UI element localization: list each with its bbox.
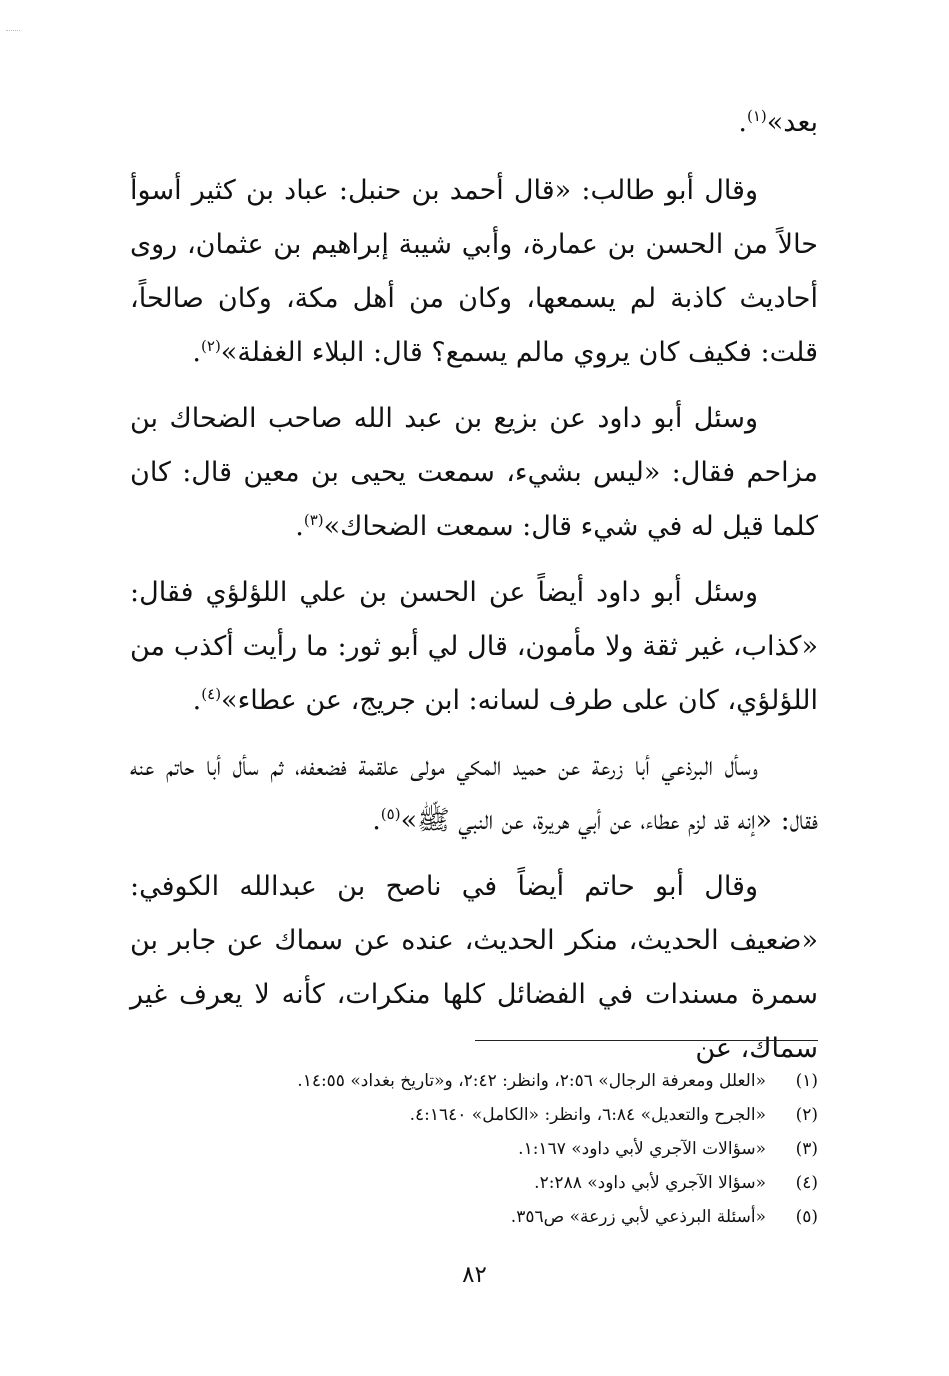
footnote-number: (٢) [795, 1105, 818, 1125]
footnote-number: (٣) [795, 1139, 818, 1159]
footnote-text: «الجرح والتعديل» ٦:٨٤، وانظر: «الكامل» ٤:١٦٤٠. [409, 1105, 766, 1125]
footnote-text: «سؤالات الآجري لأبي داود» ١:١٦٧. [518, 1139, 766, 1159]
paragraph: وسئل أبو داود أيضاً عن الحسن بن علي اللؤلؤي فقال: «كذاب، غير ثقة ولا مأمون، قال لي أبو ثور: ما رأيت أكذب من اللؤلؤي، كان على طرف لسانه: ابن جريج، عن عطاء»$^{(٤)}$. [130, 577, 818, 716]
footnote-item [118, 1132, 818, 1166]
footnote-item [118, 1098, 818, 1132]
footnote-text: «سؤالا الآجري لأبي داود» ٢:٢٨٨. [534, 1173, 766, 1193]
footnote-text: «العلل ومعرفة الرجال» ٢:٥٦، وانظر: ٢:٤٢، و«تاريخ بغداد» ١٤:٥٥. [297, 1071, 766, 1091]
footnote-ref[interactable]: (٣) [303, 511, 324, 529]
main-text [130, 96, 818, 1088]
footnote-number: (٤) [795, 1173, 818, 1193]
paragraph: وقال أبو طالب: «قال أحمد بن حنبل: عباد بن كثير أسوأ حالاً من الحسن بن عمارة، وأبي شيبة إبراهيم بن عثمان، روى أحاديث كاذبة لم يسمعها، وكان من أهل مكة، وكان صالحاً، قلت: فكيف كان يروي مالم يسمع؟ قال: البلاء الغفلة»$^{(٢)}$. [130, 175, 818, 368]
footnotes [118, 1064, 818, 1234]
scan-mark [6, 30, 20, 35]
paragraph: وسئل أبو داود عن بزيع بن عبد الله صاحب الضحاك بن مزاحم فقال: «ليس بشيء، سمعت يحيى بن معين قال: كان كلما قيل له في شيء قال: سمعت الضحاك»$^{(٣)}$. [130, 403, 818, 542]
paragraph: وقال أبو حاتم أيضاً في ناصح بن عبدالله الكوفي: «ضعيف الحديث، منكر الحديث، عنده عن سماك عن جابر بن سمرة مسندات في الفضائل كلها منكرات، كأنه لا يعرف غير سماك، عن [130, 871, 818, 1064]
footnote-item [118, 1200, 818, 1234]
footnote-ref[interactable]: (٤) [201, 685, 222, 703]
footnote-number: (٥) [795, 1207, 818, 1227]
footnote-number: (١) [795, 1071, 818, 1091]
page-number: ٨٢ [462, 1262, 487, 1288]
footnote-item [118, 1166, 818, 1200]
footnote-ref[interactable]: (٥) [380, 805, 401, 823]
paragraph-continuation: بعد»$^{(١)}$. [738, 107, 818, 138]
footnote-ref[interactable]: (١) [746, 107, 767, 125]
footnote-text: «أسئلة البرذعي لأبي زرعة» ص٣٥٦. [510, 1207, 766, 1227]
footnote-divider [475, 1040, 818, 1041]
footnote-item [118, 1064, 818, 1098]
footnote-ref[interactable]: (٢) [201, 337, 221, 355]
paragraph: وسأل البرذعي أبا زرعة عن حميد المكي مولى علقمة فضعفه، ثم سأل أبا حاتم عنه فقال: «إنه قد لزم عطاء، عن أبي هريرة، عن النبي ﷺ»$^{(٥)}$. [130, 751, 818, 836]
